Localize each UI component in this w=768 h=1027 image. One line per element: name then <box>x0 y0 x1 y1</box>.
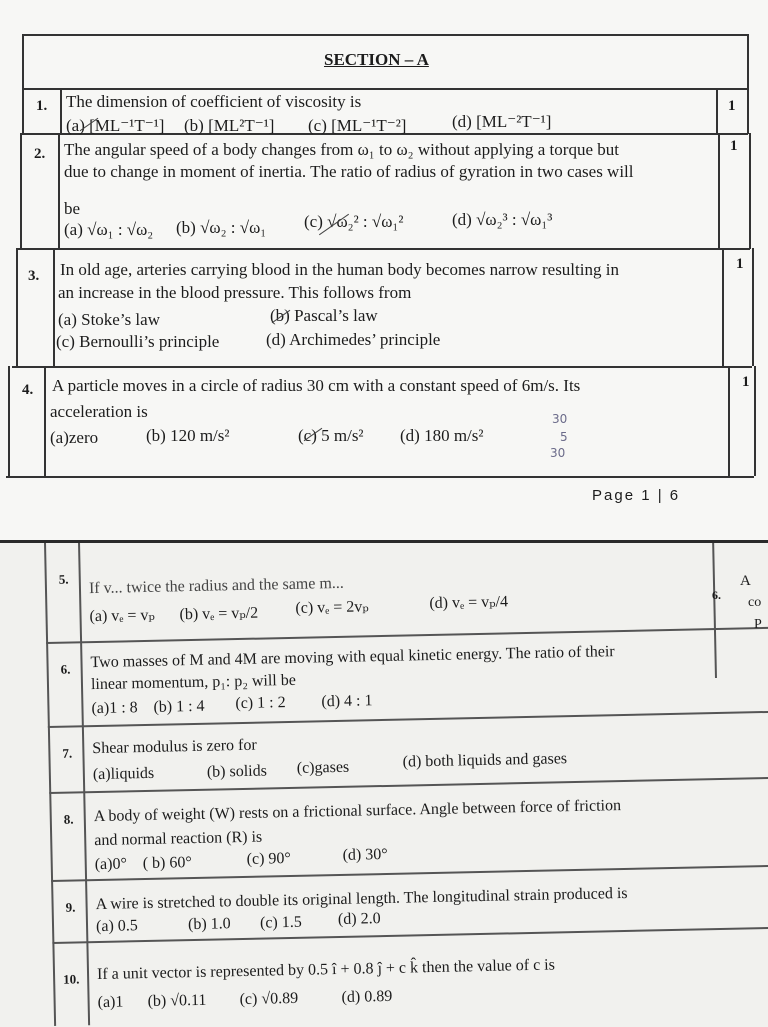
question-text: Two masses of M and 4M are moving with equal kinetic energy. The ratio of their <box>90 643 615 672</box>
table-border-left <box>8 366 10 476</box>
question-number: 7. <box>62 745 73 761</box>
question-text: If a unit vector is represented by 0.5 î + 0.8 ĵ + c k̂ then the value of c is <box>96 956 556 984</box>
handwritten-note: 30 <box>552 412 568 426</box>
option-a: (a)liquids <box>92 764 155 784</box>
question-text: due to change in moment of inertia. The ratio of radius of gyration in two cases will <box>64 162 634 181</box>
table-border-left <box>20 133 22 249</box>
option-d: (d) √ω₂³ : √ω₁³ <box>452 210 553 229</box>
option-d: (d) 4 : 1 <box>321 692 373 711</box>
question-text: an increase in the blood pressure. This follows from <box>58 283 412 302</box>
adjacent-question-number: 6. <box>712 588 721 602</box>
table-border-right <box>749 133 751 249</box>
option-c: (c) Bernoulli’s principle <box>56 332 220 351</box>
option-c: (c) [ML⁻¹T⁻²] <box>308 116 407 135</box>
option-c: (c)gases <box>296 758 350 777</box>
marks-column-divider <box>716 88 718 134</box>
marks-column-divider <box>718 133 720 249</box>
option-b: (b) solids <box>206 762 268 781</box>
option-d: (d) 0.89 <box>341 987 393 1006</box>
table-border-right <box>754 366 756 476</box>
marks-column-divider <box>712 540 717 678</box>
question-text: Shear modulus is zero for <box>92 736 257 758</box>
option-a: (a) √ω₁ : √ω₂ <box>64 220 154 239</box>
question-number: 3. <box>28 268 40 284</box>
question-text-partial: If v... twice the radius and the same m... <box>88 574 344 598</box>
question-text: linear momentum, p₁: p₂ will be <box>90 671 297 694</box>
table-border-left <box>44 542 56 1026</box>
option-d: (d) 30° <box>342 845 388 864</box>
marks-column-divider <box>728 366 730 476</box>
marks-value: 1 <box>736 256 744 272</box>
option-d: (d) vₑ = vₚ/4 <box>429 593 509 613</box>
page-number: Page 1 | 6 <box>592 487 681 504</box>
marks-value: 1 <box>742 374 750 390</box>
number-column-divider <box>44 366 46 476</box>
table-border-right <box>747 34 749 134</box>
option-a: (a)0° <box>94 855 128 874</box>
option-c: (c) 1 : 2 <box>235 694 286 713</box>
option-c: (c) 1.5 <box>259 913 302 932</box>
exam-page-bottom <box>0 540 768 1027</box>
option-c: (c) √ω₂² : √ω₁² <box>304 212 404 231</box>
marks-value: 1 <box>730 138 738 154</box>
option-c: (c) 90° <box>246 849 292 868</box>
option-d: (d) both liquids and gases <box>402 750 568 771</box>
row-divider <box>52 927 768 944</box>
option-d: (d) [ML⁻²T⁻¹] <box>452 112 552 131</box>
row-divider <box>22 88 748 90</box>
adjacent-text: A <box>740 573 751 589</box>
question-text: A wire is stretched to double its original length. The longitudinal strain produced is <box>95 884 628 914</box>
number-column-divider <box>53 248 55 366</box>
tilted-page-content <box>0 540 768 1027</box>
option-d: (d) Archimedes’ principle <box>266 330 441 349</box>
question-number: 5. <box>58 571 69 587</box>
question-number: 1. <box>36 98 48 114</box>
option-c: (c) √0.89 <box>239 989 299 1009</box>
row-divider <box>49 777 768 794</box>
option-b: (b) 1 : 4 <box>153 697 205 716</box>
number-column-divider <box>60 88 62 134</box>
option-a: (a)zero <box>50 428 99 447</box>
option-b: (b) √ω₂ : √ω₁ <box>176 218 267 237</box>
option-a: (a) vₑ = vₚ <box>89 606 156 626</box>
option-c: (c) 5 m/s² <box>298 426 364 445</box>
option-b: (b) √0.11 <box>147 991 207 1011</box>
option-b: (b) vₑ = vₚ/2 <box>179 604 259 624</box>
option-a: (a) 0.5 <box>95 917 138 936</box>
question-number: 8. <box>63 811 74 827</box>
question-text: The angular speed of a body changes from ω₁ to ω₂ without applying a torque but <box>64 140 619 159</box>
section-title: SECTION – A <box>324 50 429 69</box>
question-text: acceleration is <box>50 402 148 421</box>
option-d: (d) 180 m/s² <box>400 426 484 445</box>
question-text: A body of weight (W) rests on a frictional surface. Angle between force of friction <box>93 797 622 826</box>
marks-column-divider <box>722 248 724 366</box>
adjacent-text: co <box>748 595 762 610</box>
table-border-left <box>22 34 24 134</box>
table-border-right <box>752 248 754 366</box>
question-number: 4. <box>22 382 34 398</box>
handwritten-note: 5 <box>560 430 568 444</box>
number-column-divider <box>78 541 90 1025</box>
option-b: (b) Pascal’s law <box>270 306 378 325</box>
option-a: (a) Stoke’s law <box>58 310 160 329</box>
option-a: (a)1 : 8 <box>91 699 138 718</box>
option-c: (c) vₑ = 2vₚ <box>295 598 369 617</box>
question-number: 10. <box>62 971 80 987</box>
question-text: and normal reaction (R) is <box>94 828 263 850</box>
adjacent-text: P <box>754 617 762 632</box>
question-text: The dimension of coefficient of viscosity is <box>66 92 362 111</box>
option-b: (b) 1.0 <box>187 915 231 934</box>
table-border-left <box>16 248 18 366</box>
handwritten-note: 30 <box>550 446 566 460</box>
row-divider <box>16 248 750 250</box>
question-text: In old age, arteries carrying blood in the human body becomes narrow resulting in <box>60 260 619 279</box>
option-d: (d) 2.0 <box>337 910 381 929</box>
option-a: (a)1 <box>97 993 124 1012</box>
question-text: A particle moves in a circle of radius 30 cm with a constant speed of 6m/s. Its <box>52 376 581 395</box>
option-b: ( b) 60° <box>142 854 192 873</box>
number-column-divider <box>58 133 60 249</box>
option-b: (b) 120 m/s² <box>146 426 230 445</box>
question-text: be <box>64 199 81 218</box>
option-b: (b) [ML²T⁻¹] <box>184 116 275 135</box>
option-a: (a) [ML⁻¹T⁻¹] <box>66 116 165 135</box>
question-number: 2. <box>34 146 46 162</box>
marks-value: 1 <box>728 98 736 114</box>
question-number: 9. <box>65 899 76 915</box>
row-divider <box>46 627 768 644</box>
table-border-bottom <box>6 476 754 478</box>
table-border-top <box>22 34 748 36</box>
row-divider <box>12 366 752 368</box>
question-number: 6. <box>60 661 71 677</box>
